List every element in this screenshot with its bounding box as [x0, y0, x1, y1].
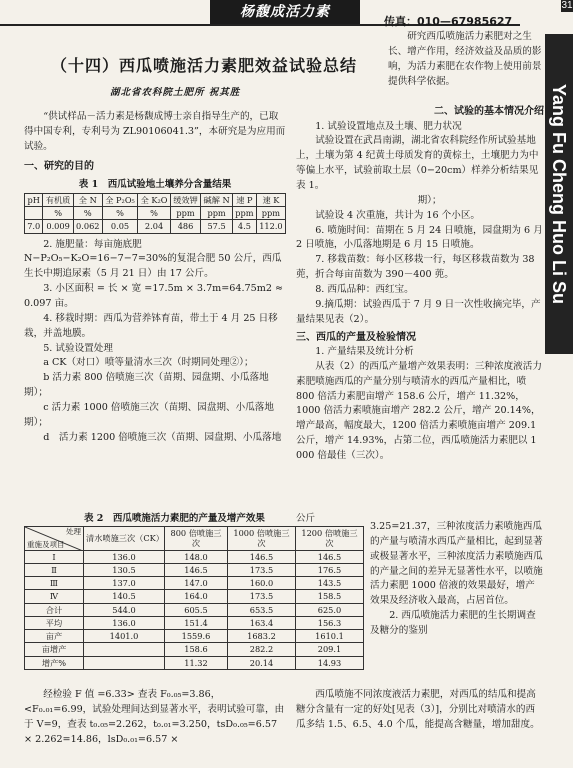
table1-header: 全 P₂O₅ [102, 193, 137, 206]
table2-unit: 公斤 [296, 513, 316, 524]
table2-cell: 1559.6 [164, 630, 227, 643]
paragraph: 从表（2）的西瓜产量增产效果表明：三种浓度液活力素肥喷施西瓜的产量分别与喷清水的西瓜产量相比，喷 800 倍活力素肥亩增产 158.6 公斤，增产 11.32%，1000 倍活力素喷施亩增产 282.2 公斤，增产 20.14%，增产最高，幅度最大，1200 倍活力素喷施亩增产 209.1 公斤，增产 14.93%，占第二位，西瓜喷施活力素肥以 1 000 倍最佳（三次）。 [296, 360, 542, 462]
table2-cell: 136.0 [84, 616, 165, 629]
table1-cell: 486 [170, 220, 200, 233]
fax-number: 传真：010—67985627 [384, 15, 513, 28]
table2-diag-cell [25, 527, 84, 551]
table2-row [25, 603, 364, 616]
table2-cell: 148.0 [164, 550, 227, 563]
table2-cell: 544.0 [84, 603, 165, 616]
table2-row [25, 616, 364, 629]
right-column-bottom [296, 688, 544, 733]
right-intro [388, 30, 544, 89]
table2-row-label: Ⅲ [25, 577, 84, 590]
paragraph: a CK（对口）喷等量清水三次（时期同处理②）； [43, 357, 254, 369]
table1-cell: 0.05 [102, 220, 137, 233]
table2-row [25, 656, 364, 669]
stats-text [24, 688, 286, 747]
table2-cell: 136.0 [84, 550, 165, 563]
diag-bottom-label: 重施及项目 [27, 540, 65, 550]
paragraph: d 活力素 1200 倍喷施三次（苗期、园盘期、小瓜落地 [43, 431, 282, 443]
table1-cell: 0.009 [43, 220, 73, 233]
table2-header: 清水喷施三次（CK） [84, 527, 165, 551]
table2-cell: 653.5 [227, 603, 295, 616]
table1-unit: ppm [201, 207, 233, 220]
table2-cell: 137.0 [84, 577, 165, 590]
table1-header-row [25, 193, 286, 206]
table2-row-label: Ⅱ [25, 563, 84, 576]
table2-row-label: 合计 [25, 603, 84, 616]
paragraph: 3.25=21.37，三种浓度活力素喷施西瓜的产量与喷清水西瓜产量相比，起到显著或极显著水平，三种浓度活力素喷施西瓜的产量之间的差异无显著性水平，以喷施活力素肥 1000 倍液的效果最好，增产效果及经济收入最高，占居首位。 [370, 521, 543, 607]
table1-header: 全 N [73, 193, 102, 206]
table2-cell: 14.93 [295, 656, 363, 669]
table2-cell [84, 643, 165, 656]
paragraph: 期）； [417, 194, 442, 206]
table1-header: 速 K [256, 193, 285, 206]
side-tab: Yang Fu Cheng Huo Li Su [545, 34, 573, 354]
table2-cell: 1683.2 [227, 630, 295, 643]
table2-cell: 140.5 [84, 590, 165, 603]
table2-cell: 164.0 [164, 590, 227, 603]
table1-cell: 7.0 [25, 220, 43, 233]
table2-block [24, 512, 364, 670]
table1-unit: % [138, 207, 171, 220]
table2-row [25, 577, 364, 590]
table2-cell: 1401.0 [84, 630, 165, 643]
diag-top-label: 处理 [66, 527, 81, 536]
table1-value-row [25, 220, 286, 233]
table2-cell: 1610.1 [295, 630, 363, 643]
table1-unit: % [43, 207, 73, 220]
table1-unit: ppm [170, 207, 200, 220]
table1-header: 速 P [233, 193, 257, 206]
table1-cell: 112.0 [256, 220, 285, 233]
table1-header: 碱解 N [201, 193, 233, 206]
section-1-title: 一、研究的目的 [24, 160, 94, 172]
intro-text: “供试样品－活力素是杨馥成博士亲自指导生产的，已取得中国专利，专利号为 ZL90106041.3”，本研究是为应用而试验。 [24, 111, 286, 152]
paragraph: 2. 施肥量：每亩施底肥 N−P₂O₅−K₂O=16−7−7=30%的复混合肥 50 公斤，西瓜生长中期追尿素（5 月 21 日）由 17 公斤。 [24, 238, 282, 280]
author-line: 湖北省农科院土肥所 祝其胜 [110, 87, 241, 98]
paragraph: 8. 西瓜品种：西红宝。 [315, 283, 414, 295]
table2-row-label: Ⅰ [25, 550, 84, 563]
table2-row [25, 643, 364, 656]
table2-row-label: 增产% [25, 656, 84, 669]
table1-soil-nutrients [24, 193, 286, 234]
table1-header: 全 K₂O [138, 193, 171, 206]
table2-cell: 282.2 [227, 643, 295, 656]
paragraph: 试验设置在武昌南湖，湖北省农科院经作所试验基地上，土壤为第 4 纪黄土母质发育的黄棕土，土壤肥力为中等偏上水平，试验前取土层（0−20cm）样养分析结果见表 1。 [296, 135, 539, 191]
table2-cell: 146.5 [164, 563, 227, 576]
article-title: （十四）西瓜喷施活力素肥效益试验总结 [50, 56, 357, 75]
table2-cell: 151.4 [164, 616, 227, 629]
table2-header: 800 倍喷施三次 [164, 527, 227, 551]
header-banner: 杨馥成活力素 [210, 0, 360, 24]
table2-cell: 11.32 [164, 656, 227, 669]
paragraph: 1. 试验设置地点及土壤、肥力状况 [315, 120, 462, 132]
table2-header: 1200 倍喷施三次 [295, 527, 363, 551]
table2-row-label: 亩增产 [25, 643, 84, 656]
table2-cell: 130.5 [84, 563, 165, 576]
paragraph: 4. 移栽时期：西瓜为营养钵育苗，带土于 4 月 25 日移栽，并盖地膜。 [24, 312, 278, 339]
table2-cell: 160.0 [227, 577, 295, 590]
table2-row [25, 563, 364, 576]
table1-unit-row [25, 207, 286, 220]
table2-row [25, 590, 364, 603]
page-corner: 31 [561, 0, 573, 11]
table2-cell [84, 656, 165, 669]
table1-header: 缓效钾 [170, 193, 200, 206]
table2-caption: 表 2 西瓜喷施活力素肥的产量及增产效果 [84, 513, 265, 524]
left-column [24, 110, 286, 446]
paragraph: 7. 移栽苗数：每小区移栽一行，每区移栽苗数为 38 蔸，折合每亩苗数为 390－400 蔸。 [296, 254, 535, 281]
table1-cell: 0.062 [73, 220, 102, 233]
table2-cell: 209.1 [295, 643, 363, 656]
table1-cell: 2.04 [138, 220, 171, 233]
table2-cell: 156.3 [295, 616, 363, 629]
paragraph: 西瓜喷施不同浓度液活力素肥，对西瓜的结瓜和提高糖分含量有一定的好处[见表（3）]，分别比对喷清水的西瓜多结 1.5、6.5、4.0 个瓜，能提高含糖量，增加甜度。 [296, 689, 540, 730]
table2-cell: 146.5 [295, 550, 363, 563]
paragraph: b 活力素 800 倍喷施三次（苗期、园盘期、小瓜落地期）； [24, 372, 269, 399]
right-intro-text: 研究西瓜喷施活力素肥对之生长、增产作用，经济效益及品质的影响，为活力素肥在农作物上使用前景提供科学依据。 [388, 31, 542, 87]
table1-header: pH [25, 193, 43, 206]
table2-cell: 163.4 [227, 616, 295, 629]
table2-cell: 146.5 [227, 550, 295, 563]
section-2-title: 二、试验的基本情况介绍 [434, 106, 544, 117]
table2-cell: 158.5 [295, 590, 363, 603]
paragraph: 6. 喷施时间：苗期在 5 月 24 日喷施，园盘期为 6 月 2 日喷施，小瓜落地期是 6 月 15 日喷施。 [296, 224, 543, 251]
table2-cell: 143.5 [295, 577, 363, 590]
table1-unit [25, 207, 43, 220]
paragraph: 经检验 F 值 =6.33> 查表 F₀.₀₅=3.86，<F₀.₀₁=6.99，试验处理间达到显著水平，表明试验可靠，由于 V=9，查表 t₀.₀₅=2.262，t₀.₀₁=3.250，tsD₀.₀₅=6.57 × 2.262=14.86，lsD₀.₀₁=6.57 × [24, 689, 285, 745]
table1-caption: 表 1 西瓜试验地土壤养分含量结果 [78, 179, 232, 191]
paragraph: 5. 试验设置处理 [43, 342, 113, 354]
table2-header-row [25, 527, 364, 551]
table1-unit: ppm [233, 207, 257, 220]
table2-cell: 176.5 [295, 563, 363, 576]
table2-row-label: Ⅳ [25, 590, 84, 603]
table2-cell: 158.6 [164, 643, 227, 656]
table1-header: 有机质 [43, 193, 73, 206]
paragraph: 3. 小区面积 = 长 × 宽 =17.5m × 3.7m=64.75m2 ≈ 0.097 亩。 [24, 283, 284, 309]
table2-cell: 605.5 [164, 603, 227, 616]
table1-unit: % [102, 207, 137, 220]
table1-unit: % [73, 207, 102, 220]
paragraph: 试验设 4 次重施，共计为 16 个小区。 [315, 209, 481, 221]
paragraph: 1. 产量结果及统计分析 [315, 346, 414, 358]
paragraph: c 活力素 1000 倍喷施三次（苗期、园盘期、小瓜落地期）； [24, 402, 274, 428]
table2-cell: 20.14 [227, 656, 295, 669]
table2-row [25, 630, 364, 643]
table2-cell: 147.0 [164, 577, 227, 590]
table1-unit: ppm [256, 207, 285, 220]
table2-row [25, 550, 364, 563]
paragraph: 9.摘瓜期：试验西瓜于 7 月 9 日一次性收摘完毕，产量结果见表（2）。 [296, 298, 541, 325]
table1-cell: 4.5 [233, 220, 257, 233]
table2-cell: 625.0 [295, 603, 363, 616]
table2-yield [24, 526, 364, 670]
table1-cell: 57.5 [201, 220, 233, 233]
section-3-title: 三、西瓜的产量及检验情况 [296, 331, 416, 343]
right-column-lower [370, 520, 544, 639]
table2-cell: 173.5 [227, 590, 295, 603]
table2-row-label: 平均 [25, 616, 84, 629]
table2-header: 1000 倍喷施三次 [227, 527, 295, 551]
right-column [296, 104, 544, 464]
paragraph: 2. 西瓜喷施活力素肥的生长期调查及糖分的鉴别 [370, 610, 536, 637]
table2-cell: 173.5 [227, 563, 295, 576]
table2-row-label: 亩产 [25, 630, 84, 643]
